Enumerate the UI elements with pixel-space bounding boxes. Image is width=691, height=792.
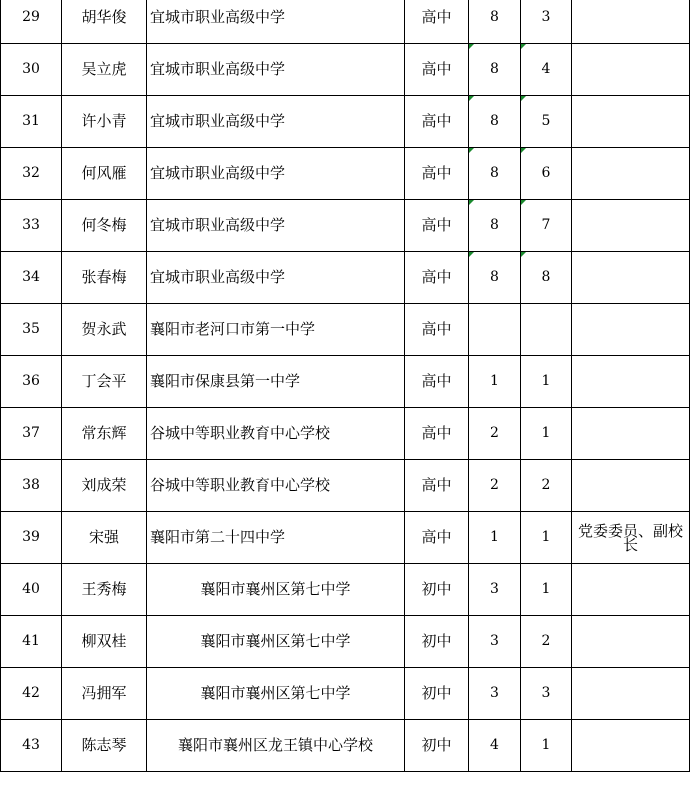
row-number-cell: 40 xyxy=(1,564,62,616)
count-b-cell: 1 xyxy=(521,408,572,460)
count-b-cell: 4 xyxy=(521,44,572,96)
row-number-cell: 31 xyxy=(1,96,62,148)
name-cell: 何冬梅 xyxy=(62,200,147,252)
row-number-cell: 35 xyxy=(1,304,62,356)
row-number-cell: 37 xyxy=(1,408,62,460)
name-cell: 胡华俊 xyxy=(62,0,147,44)
row-number-cell: 39 xyxy=(1,512,62,564)
table-row xyxy=(1,356,690,408)
count-a-cell: 8 xyxy=(469,148,521,200)
count-a-cell: 8 xyxy=(469,0,521,44)
level-cell: 高中 xyxy=(405,44,469,96)
note-cell xyxy=(572,668,690,720)
count-b-cell: 6 xyxy=(521,148,572,200)
count-a-cell: 8 xyxy=(469,44,521,96)
table-row xyxy=(1,252,690,304)
level-cell: 高中 xyxy=(405,512,469,564)
count-b-cell xyxy=(521,304,572,356)
level-cell: 高中 xyxy=(405,304,469,356)
table-row xyxy=(1,148,690,200)
note-cell xyxy=(572,564,690,616)
table-row xyxy=(1,668,690,720)
school-cell: 宜城市职业高级中学 xyxy=(147,0,405,44)
count-b-cell: 3 xyxy=(521,668,572,720)
cell-flag-icon xyxy=(469,96,474,101)
count-a-cell: 4 xyxy=(469,720,521,772)
count-a-cell: 3 xyxy=(469,564,521,616)
note-cell: 党委委员、副校长 xyxy=(572,512,690,564)
name-cell: 宋强 xyxy=(62,512,147,564)
level-cell: 高中 xyxy=(405,356,469,408)
count-a-cell xyxy=(469,304,521,356)
school-cell: 襄阳市保康县第一中学 xyxy=(147,356,405,408)
count-b-cell: 1 xyxy=(521,564,572,616)
cell-flag-icon xyxy=(469,252,474,257)
note-cell xyxy=(572,0,690,44)
cell-flag-icon xyxy=(521,252,526,257)
count-a-cell: 1 xyxy=(469,512,521,564)
count-a-cell: 3 xyxy=(469,616,521,668)
name-cell: 许小青 xyxy=(62,96,147,148)
table-row xyxy=(1,564,690,616)
name-cell: 柳双桂 xyxy=(62,616,147,668)
level-cell: 高中 xyxy=(405,200,469,252)
level-cell: 初中 xyxy=(405,668,469,720)
count-b-cell: 3 xyxy=(521,0,572,44)
name-cell: 张春梅 xyxy=(62,252,147,304)
count-b-cell: 8 xyxy=(521,252,572,304)
note-cell xyxy=(572,616,690,668)
school-cell: 襄阳市老河口市第一中学 xyxy=(147,304,405,356)
count-b-cell: 5 xyxy=(521,96,572,148)
level-cell: 高中 xyxy=(405,96,469,148)
name-cell: 刘成荣 xyxy=(62,460,147,512)
count-b-cell: 2 xyxy=(521,616,572,668)
table-row xyxy=(1,200,690,252)
row-number-cell: 42 xyxy=(1,668,62,720)
note-cell xyxy=(572,304,690,356)
table-body xyxy=(1,0,690,772)
name-cell: 丁会平 xyxy=(62,356,147,408)
cell-flag-icon xyxy=(521,96,526,101)
count-b-cell: 7 xyxy=(521,200,572,252)
level-cell: 高中 xyxy=(405,252,469,304)
cell-flag-icon xyxy=(521,148,526,153)
note-cell xyxy=(572,720,690,772)
level-cell: 高中 xyxy=(405,148,469,200)
row-number-cell: 43 xyxy=(1,720,62,772)
level-cell: 高中 xyxy=(405,0,469,44)
row-number-cell: 33 xyxy=(1,200,62,252)
cell-flag-icon xyxy=(469,200,474,205)
note-cell xyxy=(572,96,690,148)
level-cell: 高中 xyxy=(405,408,469,460)
note-cell xyxy=(572,148,690,200)
note-cell xyxy=(572,408,690,460)
count-b-cell: 1 xyxy=(521,720,572,772)
level-cell: 初中 xyxy=(405,564,469,616)
school-cell: 襄阳市襄州区龙王镇中心学校 xyxy=(147,720,405,772)
name-cell: 王秀梅 xyxy=(62,564,147,616)
cell-flag-icon xyxy=(521,200,526,205)
cell-flag-icon xyxy=(521,44,526,49)
table-row xyxy=(1,0,690,44)
row-number-cell: 32 xyxy=(1,148,62,200)
row-number-cell: 30 xyxy=(1,44,62,96)
school-cell: 襄阳市襄州区第七中学 xyxy=(147,564,405,616)
count-a-cell: 8 xyxy=(469,200,521,252)
count-a-cell: 3 xyxy=(469,668,521,720)
cell-flag-icon xyxy=(469,148,474,153)
note-cell xyxy=(572,460,690,512)
cell-flag-icon xyxy=(469,44,474,49)
count-a-cell: 2 xyxy=(469,408,521,460)
level-cell: 高中 xyxy=(405,460,469,512)
school-cell: 谷城中等职业教育中心学校 xyxy=(147,460,405,512)
level-cell: 初中 xyxy=(405,616,469,668)
note-cell xyxy=(572,44,690,96)
table-row xyxy=(1,460,690,512)
school-cell: 宜城市职业高级中学 xyxy=(147,200,405,252)
school-cell: 宜城市职业高级中学 xyxy=(147,96,405,148)
school-cell: 宜城市职业高级中学 xyxy=(147,148,405,200)
note-cell xyxy=(572,356,690,408)
count-a-cell: 1 xyxy=(469,356,521,408)
count-b-cell: 1 xyxy=(521,356,572,408)
row-number-cell: 29 xyxy=(1,0,62,44)
row-number-cell: 38 xyxy=(1,460,62,512)
count-a-cell: 8 xyxy=(469,96,521,148)
level-cell: 初中 xyxy=(405,720,469,772)
table-row xyxy=(1,512,690,564)
count-a-cell: 8 xyxy=(469,252,521,304)
note-cell xyxy=(572,200,690,252)
row-number-cell: 34 xyxy=(1,252,62,304)
row-number-cell: 36 xyxy=(1,356,62,408)
name-cell: 何风雁 xyxy=(62,148,147,200)
name-cell: 常东辉 xyxy=(62,408,147,460)
count-a-cell: 2 xyxy=(469,460,521,512)
school-cell: 宜城市职业高级中学 xyxy=(147,44,405,96)
note-cell xyxy=(572,252,690,304)
table-row xyxy=(1,96,690,148)
row-number-cell: 41 xyxy=(1,616,62,668)
table-row xyxy=(1,408,690,460)
school-cell: 谷城中等职业教育中心学校 xyxy=(147,408,405,460)
table-row xyxy=(1,720,690,772)
table-row xyxy=(1,304,690,356)
school-cell: 宜城市职业高级中学 xyxy=(147,252,405,304)
table-row xyxy=(1,616,690,668)
name-cell: 贺永武 xyxy=(62,304,147,356)
table-row xyxy=(1,44,690,96)
school-cell: 襄阳市第二十四中学 xyxy=(147,512,405,564)
name-cell: 冯拥军 xyxy=(62,668,147,720)
name-cell: 吴立虎 xyxy=(62,44,147,96)
name-cell: 陈志琴 xyxy=(62,720,147,772)
count-b-cell: 1 xyxy=(521,512,572,564)
school-cell: 襄阳市襄州区第七中学 xyxy=(147,616,405,668)
school-cell: 襄阳市襄州区第七中学 xyxy=(147,668,405,720)
count-b-cell: 2 xyxy=(521,460,572,512)
